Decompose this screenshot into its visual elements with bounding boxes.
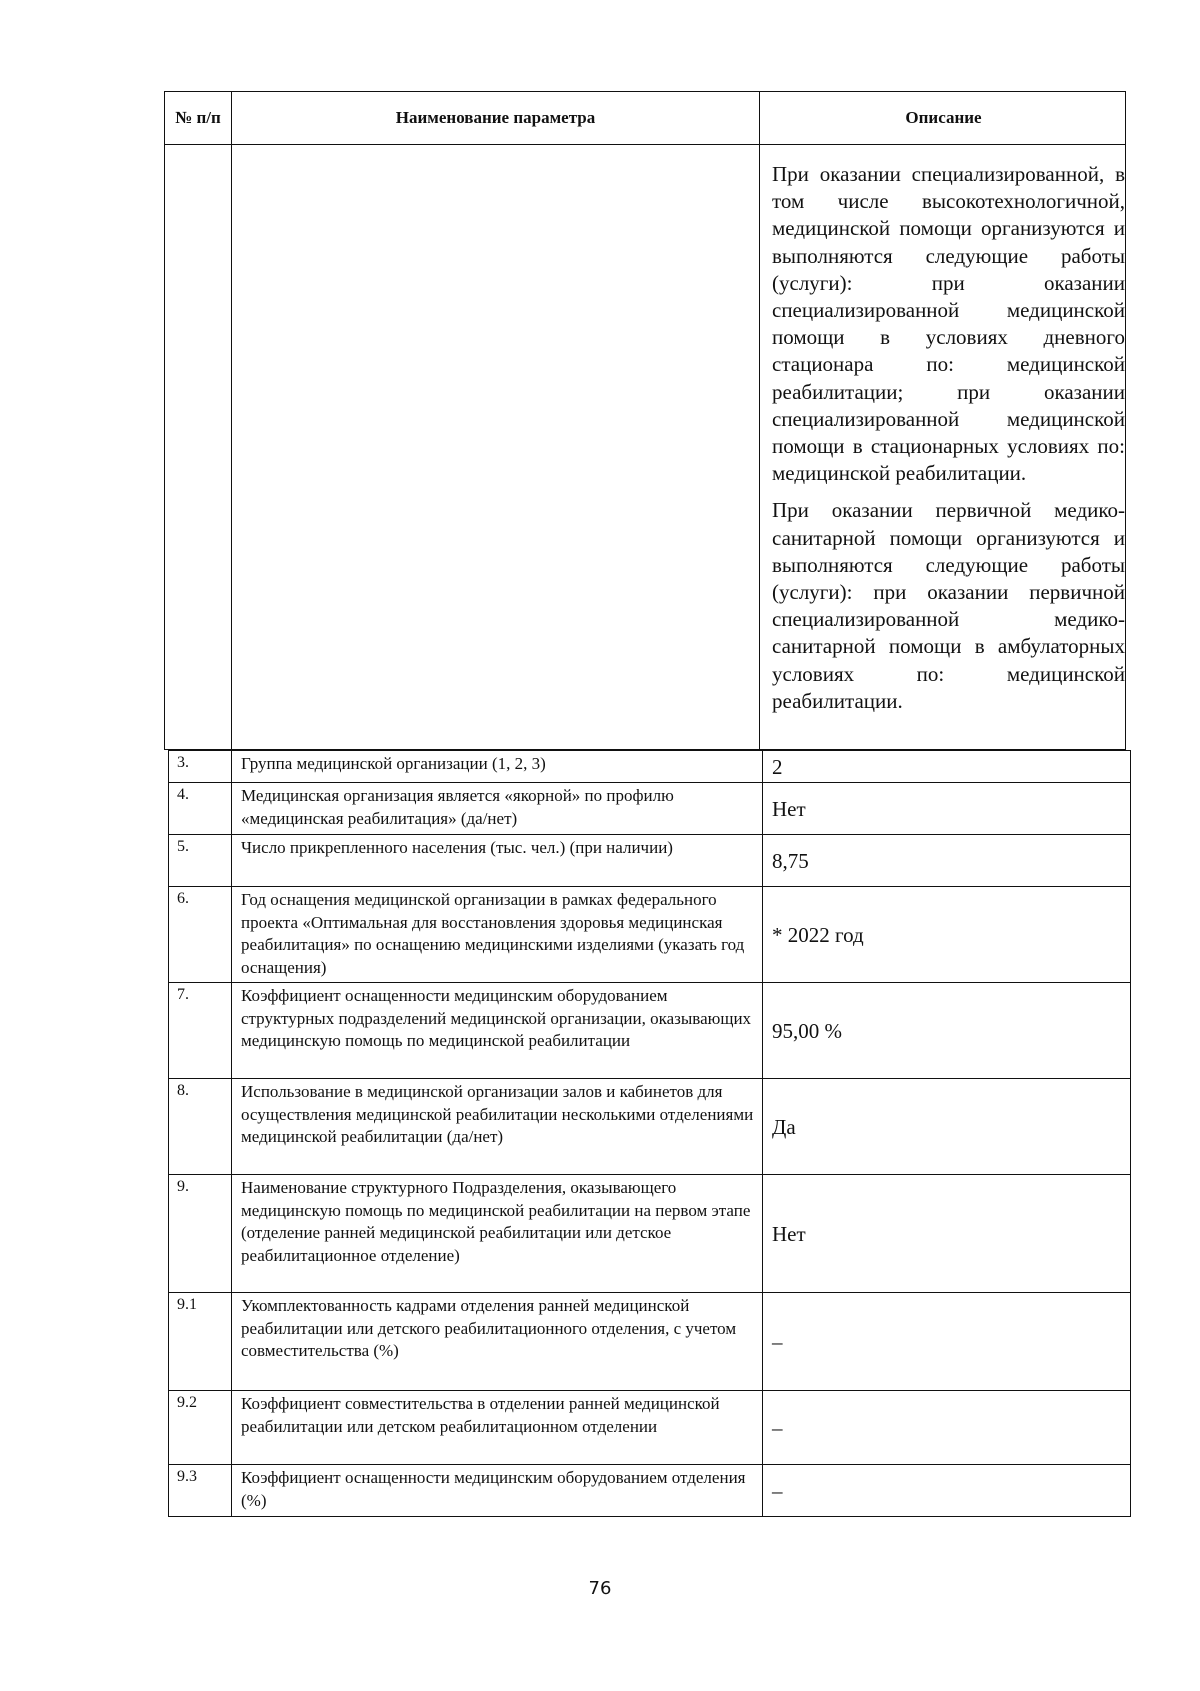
intro-paragraph-primary-care: При оказании первичной медико-санитарной помощи организуются и выполняются следующие работы (услуги): при оказании первичной специализированной медико-санитарной помощи в амбулаторных условиях по: медицинской реабилитации.	[772, 498, 1125, 713]
parameter-value: 95,00 %	[763, 983, 1131, 1079]
parameter-name: Укомплектованность кадрами отделения ранней медицинской реабилитации или детского реабилитационного отделения, с учетом совместительства (%)	[232, 1293, 763, 1391]
parameter-name: Число прикрепленного населения (тыс. чел.) (при наличии)	[232, 835, 763, 887]
table-row	[169, 835, 1131, 887]
row-number: 6.	[169, 887, 232, 983]
row-number: 3.	[169, 751, 232, 783]
parameter-name: Группа медицинской организации (1, 2, 3)	[232, 751, 763, 783]
row-number: 8.	[169, 1079, 232, 1175]
table-row	[169, 1175, 1131, 1293]
parameter-name: Коэффициент оснащенности медицинским оборудованием отделения (%)	[232, 1465, 763, 1517]
parameters-table	[168, 750, 1131, 1517]
page-number: 76	[588, 1578, 612, 1599]
row-number: 9.1	[169, 1293, 232, 1391]
parameter-value: –	[763, 1293, 1131, 1391]
table-row	[169, 887, 1131, 983]
row-number: 9.	[169, 1175, 232, 1293]
parameter-name: Год оснащения медицинской организации в рамках федерального проекта «Оптимальная для восстановления здоровья медицинская реабилитация» по оснащению медицинскими изделиями (указать год оснащения)	[232, 887, 763, 983]
parameter-value: * 2022 год	[763, 887, 1131, 983]
parameter-value: Нет	[763, 1175, 1131, 1293]
table-row	[169, 983, 1131, 1079]
header-number-column: № п/п	[175, 108, 221, 127]
parameter-name: Использование в медицинской организации залов и кабинетов для осуществления медицинской реабилитации несколькими отделениями медицинской реабилитации (да/нет)	[232, 1079, 763, 1175]
row-number: 9.2	[169, 1391, 232, 1465]
parameter-value: –	[763, 1465, 1131, 1517]
intro-number-cell	[165, 144, 231, 749]
header-description-column: Описание	[759, 92, 1127, 144]
parameter-name: Коэффициент оснащенности медицинским оборудованием структурных подразделений медицинской организации, оказывающих медицинскую помощь по медицинской реабилитации	[232, 983, 763, 1079]
table-row-intro	[164, 144, 1126, 750]
table-row	[169, 1465, 1131, 1517]
parameter-value: –	[763, 1391, 1131, 1465]
intro-name-cell	[231, 144, 759, 749]
table-row	[169, 1391, 1131, 1465]
parameter-value: 2	[763, 751, 1131, 783]
header-parameter-name-column: Наименование параметра	[231, 92, 759, 144]
parameter-value: Да	[763, 1079, 1131, 1175]
intro-paragraph-specialized-care: При оказании специализированной, в том числе высокотехнологичной, медицинской помощи организуются и выполняются следующие работы (услуги): при оказании специализированной медицинской помощи в условиях дневного стационара по: медицинской реабилитации; при оказании специализированной медицинской помощи в стационарных условиях по: медицинской реабилитации.	[772, 162, 1125, 486]
table-row	[169, 783, 1131, 835]
parameter-name: Наименование структурного Подразделения, оказывающего медицинскую помощь по медицинской реабилитации на первом этапе (отделение ранней медицинской реабилитации или детское реабилитационное отделение)	[232, 1175, 763, 1293]
table-header	[164, 91, 1126, 145]
table-row	[169, 1293, 1131, 1391]
parameter-name: Коэффициент совместительства в отделении ранней медицинской реабилитации или детском реабилитационном отделении	[232, 1391, 763, 1465]
intro-description-cell	[759, 144, 1127, 749]
parameter-value: 8,75	[763, 835, 1131, 887]
row-number: 5.	[169, 835, 232, 887]
row-number: 4.	[169, 783, 232, 835]
row-number: 9.3	[169, 1465, 232, 1517]
parameter-value: Нет	[763, 783, 1131, 835]
table-row	[169, 751, 1131, 783]
parameter-name: Медицинская организация является «якорной» по профилю «медицинская реабилитация» (да/нет)	[232, 783, 763, 835]
row-number: 7.	[169, 983, 232, 1079]
table-row	[169, 1079, 1131, 1175]
